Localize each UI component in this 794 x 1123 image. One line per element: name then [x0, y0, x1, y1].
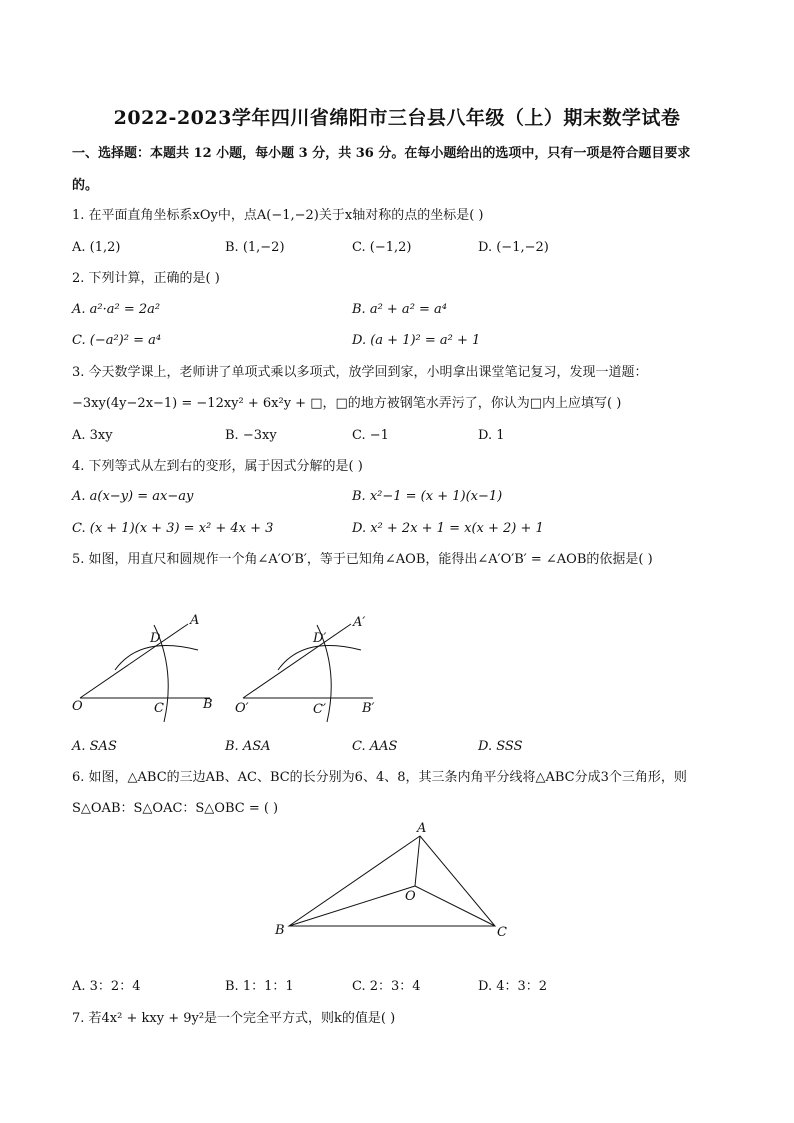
question-3-option-d: D. 1	[478, 428, 505, 443]
angle-aob-figure	[72, 613, 213, 722]
label-a-prime: A′	[353, 615, 366, 630]
question-4-option-d: D. x² + 2x + 1 = x(x + 2) + 1	[352, 521, 544, 536]
question-1-stem: 1. 在平面直角坐标系xOy中，点A(−1,−2)关于x轴对称的点的坐标是( )	[72, 208, 484, 223]
label-d: D	[150, 631, 161, 646]
label-c: C	[497, 925, 507, 940]
ray-o-prime-a-prime	[243, 624, 351, 698]
label-c-prime: C′	[313, 702, 326, 717]
triangle-abc	[289, 836, 495, 926]
question-3-stem-line2: −3xy(4y−2x−1) = −12xy² + 6x²y + □，□的地方被钢笔水弄污了，你认为□内上应填写( )	[72, 396, 622, 411]
question-4-option-a: A. a(x−y) = ax−ay	[72, 489, 194, 504]
label-a: A	[190, 613, 200, 628]
question-3-option-b: B. −3xy	[225, 428, 277, 443]
question-2-option-a: A. a²·a² = 2a²	[72, 302, 161, 317]
label-b-prime: B′	[362, 701, 375, 716]
question-7-stem: 7. 若4x² + kxy + 9y²是一个完全平方式，则k的值是( )	[72, 1011, 396, 1026]
question-5-option-b: B. ASA	[225, 739, 271, 754]
question-2-stem: 2. 下列计算，正确的是( )	[72, 271, 220, 286]
question-6-option-c: C. 2：3：4	[352, 979, 421, 994]
question-4-stem: 4. 下列等式从左到右的变形，属于因式分解的是( )	[72, 459, 363, 474]
label-a: A	[417, 821, 427, 836]
question-6-stem-line1: 6. 如图，△ABC的三边AB、AC、BC的长分别为6、4、8，其三条内角平分线将△ABC分成3个三角形，则	[72, 770, 687, 785]
question-6-figure	[265, 818, 525, 943]
label-o-prime: O′	[235, 701, 249, 716]
question-6-option-d: D. 4：3：2	[478, 979, 548, 994]
question-4-option-c: C. (x + 1)(x + 3) = x² + 4x + 3	[72, 521, 274, 536]
question-6-option-b: B. 1：1：1	[225, 979, 294, 994]
question-2-option-c: C. (−a²)² = a⁴	[72, 333, 162, 348]
question-6-option-a: A. 3：2：4	[72, 979, 141, 994]
ray-oa	[80, 624, 188, 698]
question-1-option-c: C. (−1,2)	[352, 240, 412, 255]
label-b: B	[275, 923, 285, 938]
question-3-stem-line1: 3. 今天数学课上，老师讲了单项式乘以多项式，放学回到家，小明拿出课堂笔记复习，发现一道题：	[72, 365, 648, 380]
label-b: B	[203, 697, 213, 712]
question-5-figure	[60, 600, 390, 730]
question-5-stem: 5. 如图，用直尺和圆规作一个角∠A′O′B′，等于已知角∠AOB，能得出∠A′O′B′ = ∠AOB的依据是( )	[72, 552, 653, 567]
question-6-stem-line2: S△OAB：S△OAC：S△OBC = ( )	[72, 801, 279, 816]
label-c: C	[154, 701, 164, 716]
arc-d-prime	[278, 646, 361, 671]
arc-d	[115, 646, 198, 671]
question-5-option-a: A. SAS	[72, 739, 117, 754]
question-5-option-c: C. AAS	[352, 739, 398, 754]
angle-a-prime-figure	[235, 615, 375, 722]
label-o: O	[72, 699, 83, 714]
section-instructions-line1: 一、选择题：本题共 12 小题，每小题 3 分，共 36 分。在每小题给出的选项中，只有一项是符合题目要求	[72, 146, 691, 161]
question-2-option-d: D. (a + 1)² = a² + 1	[352, 333, 481, 348]
segment-bo	[289, 886, 415, 926]
question-3-option-c: C. −1	[352, 428, 389, 443]
question-1-option-b: B. (1,−2)	[225, 240, 285, 255]
question-3-option-a: A. 3xy	[72, 428, 113, 443]
question-4-option-b: B. x²−1 = (x + 1)(x−1)	[352, 489, 503, 504]
label-d-prime: D′	[313, 631, 327, 646]
segment-co	[415, 886, 495, 926]
question-1-option-d: D. (−1,−2)	[478, 240, 549, 255]
exam-title: 2022-2023学年四川省绵阳市三台县八年级（上）期末数学试卷	[113, 107, 681, 129]
question-1-option-a: A. (1,2)	[72, 240, 121, 255]
question-2-option-b: B. a² + a² = a⁴	[352, 302, 448, 317]
section-instructions-line2: 的。	[72, 178, 99, 193]
label-o: O	[405, 889, 416, 904]
question-5-option-d: D. SSS	[478, 739, 523, 754]
segment-ao	[415, 836, 420, 886]
